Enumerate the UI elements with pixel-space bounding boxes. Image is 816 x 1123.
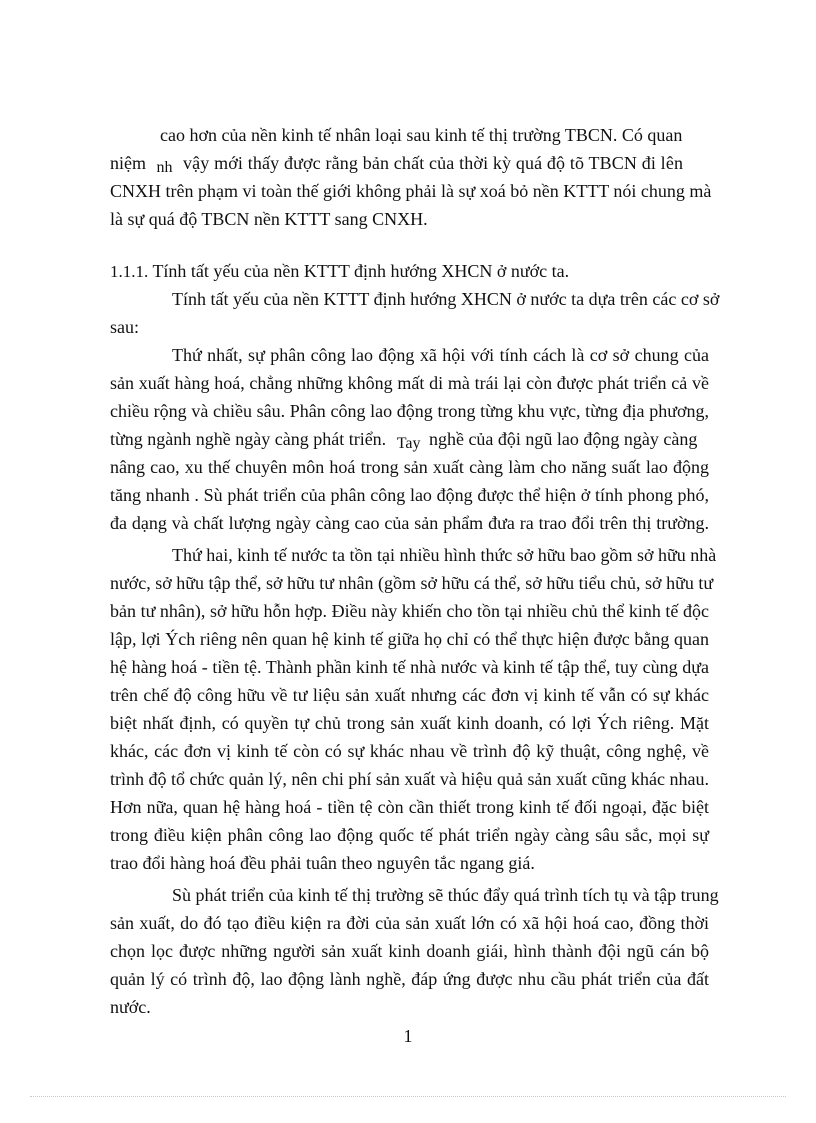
text-line: Thứ nhất, sự phân công lao động xã hội với tính cách là cơ sở chung của (172, 345, 709, 365)
text-line: đa dạng và chất lượng ngày càng cao của sản phẩm đưa ra trao đổi trên thị trường. (110, 513, 709, 533)
text-line (110, 152, 709, 176)
text-line: quản lý có trình độ, lao động lành nghề, đáp ứng được nhu cầu phát triển của đất (110, 969, 709, 989)
text-line: nước, sở hữu tập thể, sở hữu tư nhân (gồm sở hữu cá thể, sở hữu tiểu chủ, sở hữu tư (110, 573, 714, 593)
text-fragment: từng ngành nghề ngày càng phát triển. (110, 429, 387, 449)
text-line: nước. (110, 997, 151, 1017)
section-heading (110, 260, 816, 283)
text-line: trình độ tổ chức quản lý, nên chi phí sản xuất và hiệu quả sản xuất cũng khác nhau. (110, 769, 709, 789)
text-line: nâng cao, xu thế chuyên môn hoá trong sản xuất càng làm cho năng suất lao động (110, 457, 709, 477)
page-bottom-divider (30, 1096, 786, 1097)
text-line: chọn lọc được những người sản xuất kinh doanh giái, hình thành đội ngũ cán bộ (110, 941, 709, 961)
text-fragment: niệm (110, 153, 146, 173)
text-line: chiều rộng và chiều sâu. Phân công lao động trong từng khu vực, từng địa phương, (110, 401, 709, 421)
text-line: sản xuất, do đó tạo điều kiện ra đời của sản xuất lớn có xã hội hoá cao, đồng thời (110, 913, 709, 933)
text-line: sau: (110, 317, 139, 337)
text-line: sản xuất hàng hoá, chẳng những không mất di mà trái lại còn được phát triển cả về (110, 373, 709, 393)
text-line: lập, lợi Ých riêng nên quan hệ kinh tế giữa họ chỉ có thể thực hiện được bằng quan (110, 629, 709, 649)
text-line: CNXH trên phạm vi toàn thế giới không phải là sự xoá bỏ nền KTTT nói chung mà (110, 181, 712, 201)
text-line: bản tư nhân), sở hữu hỗn hợp. Điều này khiến cho tồn tại nhiều chủ thể kinh tế độc (110, 601, 709, 621)
text-fragment: Tay (396, 435, 421, 452)
section-title: Tính tất yếu của nền KTTT định hướng XHCN ở nước ta. (152, 261, 570, 281)
text-fragment: nh (156, 159, 173, 176)
text-line: cao hơn của nền kinh tế nhân loại sau kinh tế thị trường TBCN. Có quan (160, 125, 683, 145)
text-line: Hơn nữa, quan hệ hàng hoá - tiền tệ còn cần thiết trong kinh tế đối ngoại, đặc biệt (110, 797, 709, 817)
text-line: là sự quá độ TBCN nền KTTT sang CNXH. (110, 209, 428, 229)
text-line: khác, các đơn vị kinh tế còn có sự khác nhau về trình độ kỹ thuật, công nghệ, về (110, 741, 709, 761)
text-fragment: nghề của đội ngũ lao động ngày càng (428, 429, 698, 449)
text-line: Tính tất yếu của nền KTTT định hướng XHCN ở nước ta dựa trên các cơ sở (172, 289, 720, 309)
text-line: tăng nhanh . Sù phát triển của phân công lao động được thể hiện ở tính phong phó, (110, 485, 709, 505)
section-number: 1.1.1. (110, 262, 149, 281)
text-line: hệ hàng hoá - tiền tệ. Thành phần kinh tế nhà nước và kinh tế tập thể, tuy cùng dựa (110, 657, 709, 677)
text-line: biệt nhất định, có quyền tự chủ trong sản xuất kinh doanh, có lợi Ých riêng. Mặt (110, 713, 709, 733)
text-line: trao đổi hàng hoá đều phải tuân theo nguyên tắc ngang giá. (110, 853, 535, 873)
text-line: trong điều kiện phân công lao động quốc tế phát triển ngày càng sâu sắc, mọi sự (110, 825, 709, 845)
text-line: Sù phát triển của kinh tế thị trường sẽ thúc đẩy quá trình tích tụ và tập trung (172, 885, 719, 905)
text-line: Thứ hai, kinh tế nước ta tồn tại nhiều hình thức sở hữu bao gồm sở hữu nhà (172, 545, 717, 565)
text-line: trên chế độ công hữu về tư liệu sản xuất nhưng các đơn vị kinh tế vẫn có sự khác (110, 685, 709, 705)
page-number: 1 (403, 1026, 413, 1046)
text-line (110, 428, 709, 452)
text-fragment: vậy mới thấy được rằng bản chất của thời kỳ quá độ tõ TBCN đi lên (183, 153, 684, 173)
